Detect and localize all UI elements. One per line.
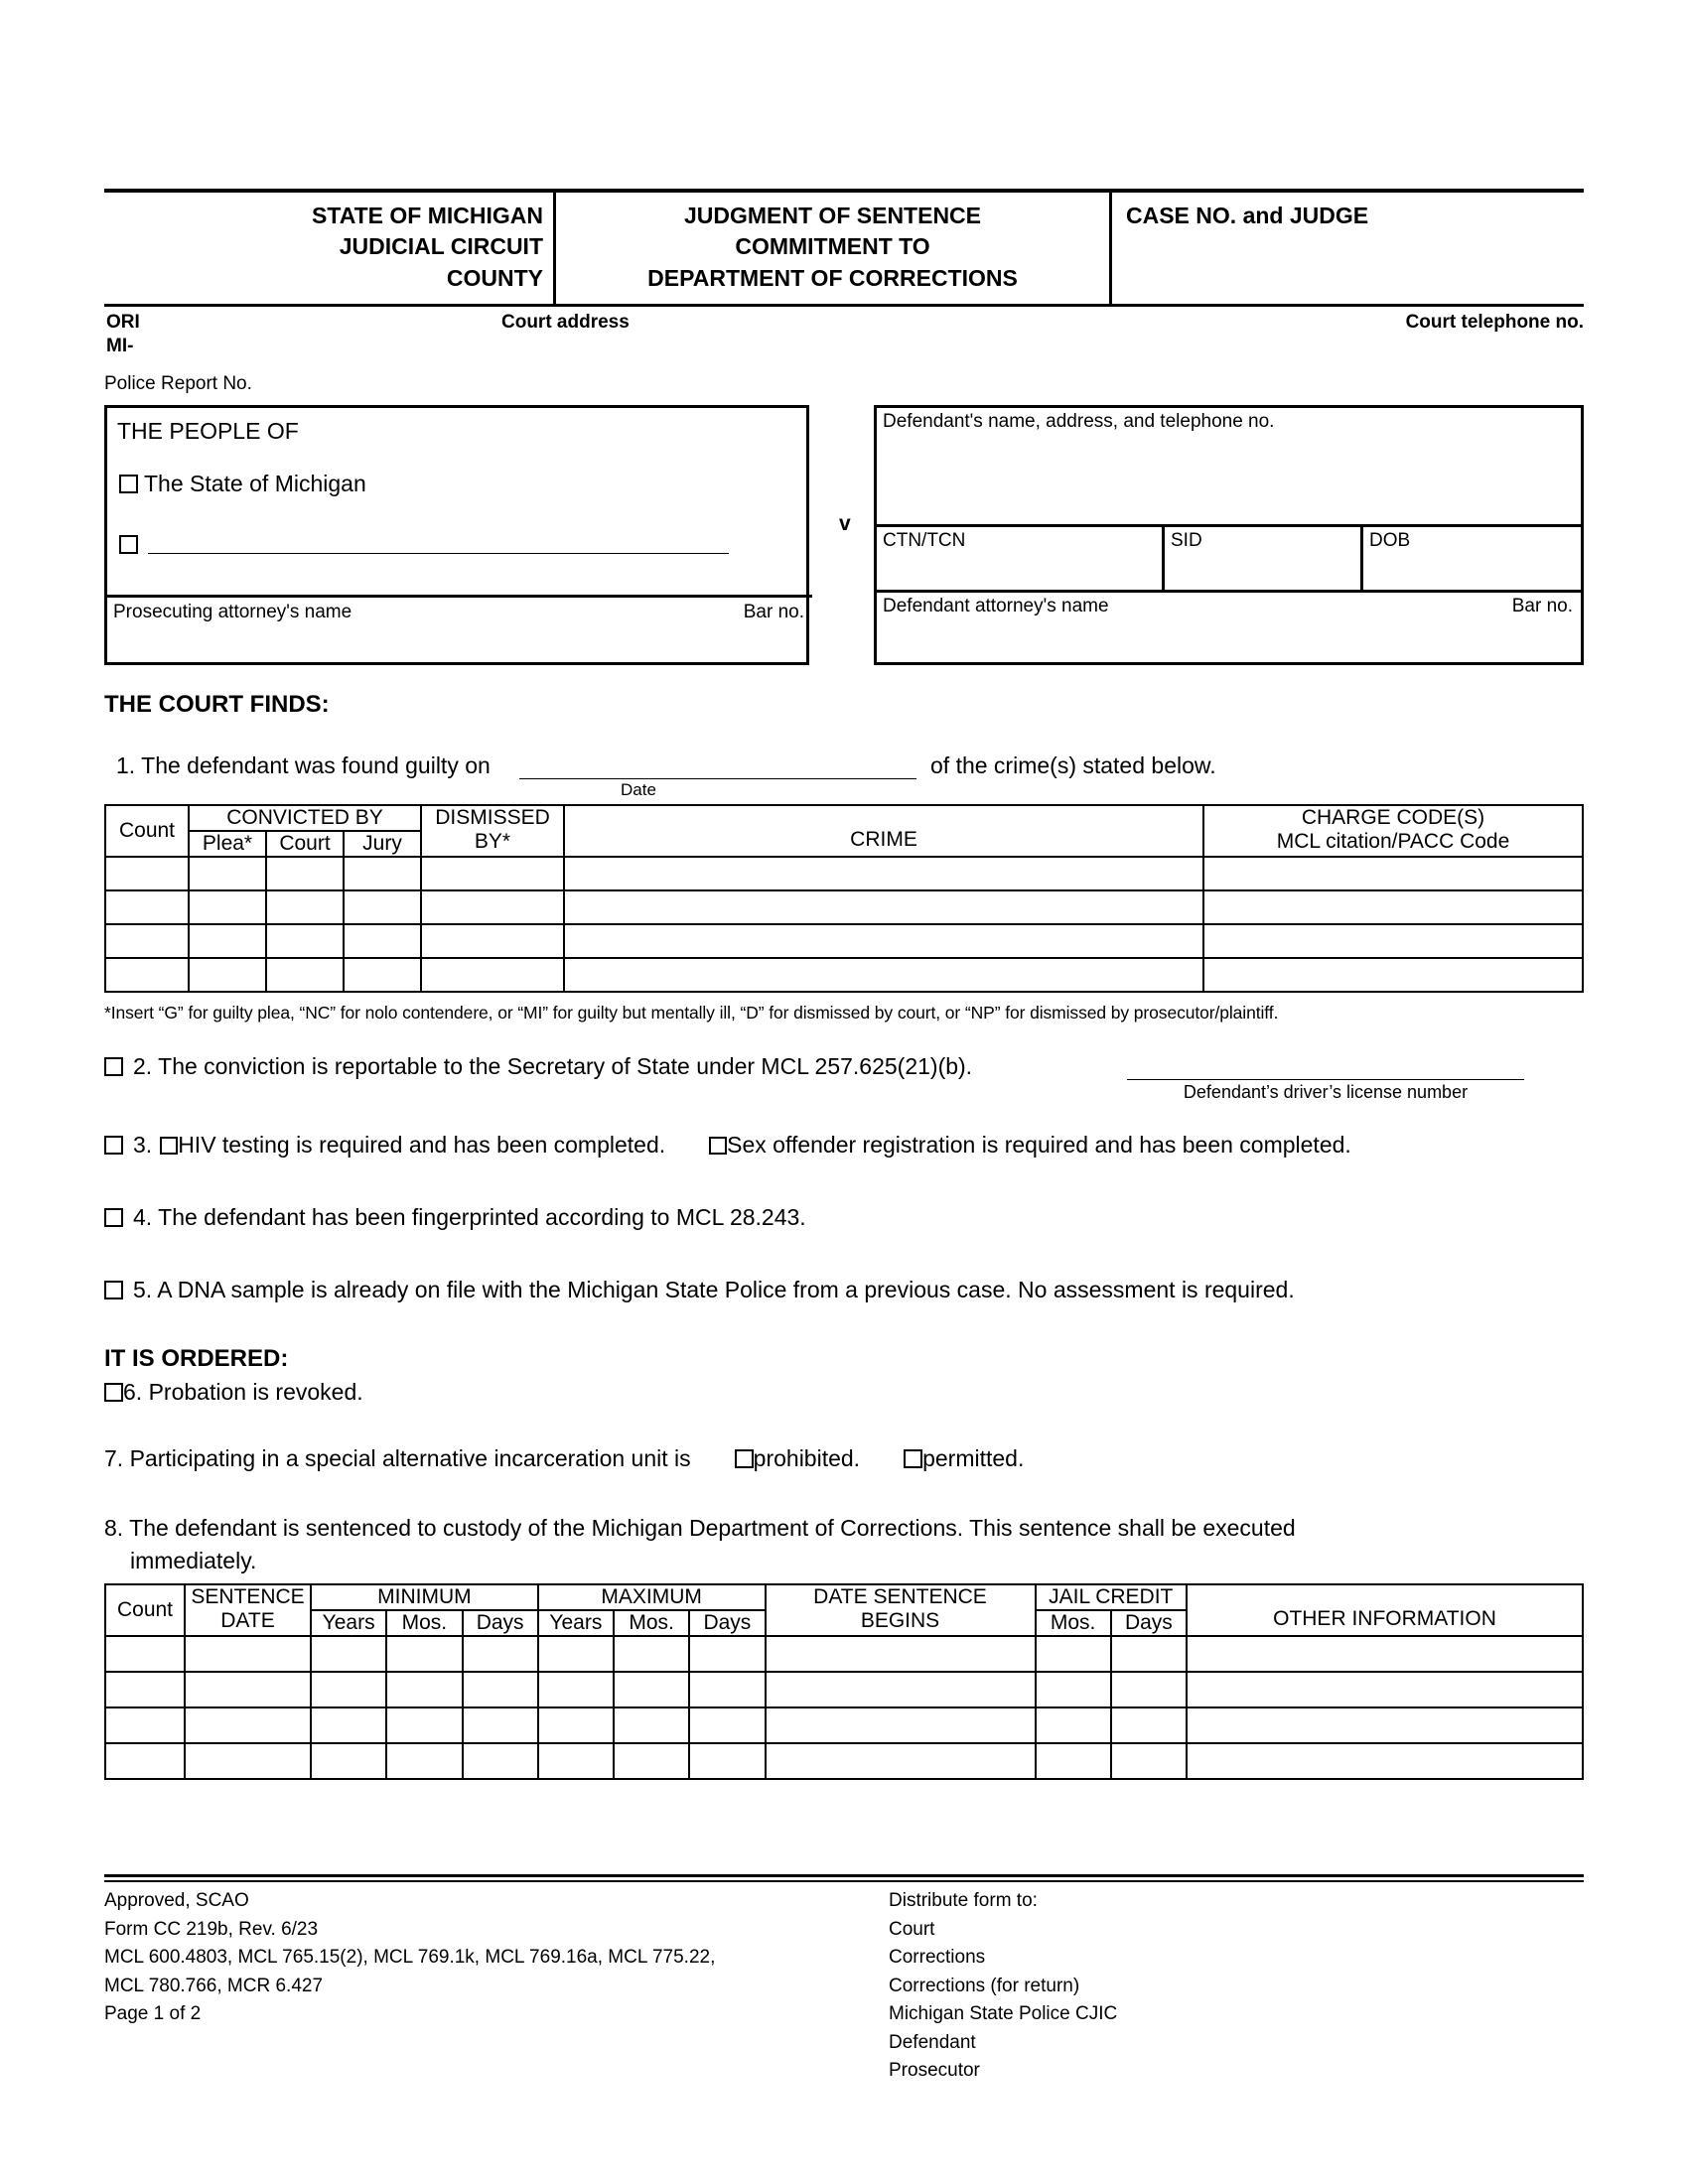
ori-value: MI- <box>106 335 134 356</box>
checkbox-prohibited[interactable] <box>735 1449 754 1468</box>
sentence-cell-min-days[interactable] <box>463 1743 538 1779</box>
item-1-suffix-text: of the crime(s) stated below. <box>930 751 1216 778</box>
crime-table-row[interactable] <box>105 958 1583 992</box>
sentence-cell-max-years[interactable] <box>538 1743 614 1779</box>
sentence-table-row[interactable] <box>105 1743 1583 1779</box>
checkbox-item-6[interactable] <box>104 1383 123 1402</box>
sentence-cell-jail-mos[interactable] <box>1036 1743 1111 1779</box>
date-begins-line-1: DATE SENTENCE <box>813 1585 987 1609</box>
footer-form-number: Form CC 219b, Rev. 6/23 <box>104 1918 319 1940</box>
defendant-attorney-bar-no-label: Bar no. <box>1511 595 1573 616</box>
defendant-attorney-row <box>877 593 1581 617</box>
form-title-line-1: JUDGMENT OF SENTENCE <box>683 203 982 228</box>
ordered-item-7[interactable] <box>104 1445 1584 1472</box>
checkbox-state-of-michigan[interactable] <box>119 475 138 493</box>
date-begins-line-2: BEGINS <box>860 1609 940 1633</box>
sentence-header-max-mos: Mos. <box>614 1610 689 1636</box>
sentence-table <box>104 1583 1584 1780</box>
sentence-header-max-days: Days <box>689 1610 765 1636</box>
sentence-header-sentence-date <box>185 1584 311 1636</box>
sentence-cell-max-days[interactable] <box>689 1707 765 1743</box>
ori-label: ORI <box>106 311 140 333</box>
crime-table-header-row-1 <box>105 805 1583 831</box>
sentence-cell-jail-mos[interactable] <box>1036 1672 1111 1707</box>
finding-item-4[interactable] <box>104 1204 1584 1231</box>
sentence-cell-jail-days[interactable] <box>1111 1743 1187 1779</box>
sentence-cell-max-mos[interactable] <box>614 1707 689 1743</box>
sentence-cell-min-years[interactable] <box>311 1672 386 1707</box>
sentence-cell-other[interactable] <box>1187 1743 1583 1779</box>
drivers-license-field[interactable] <box>1127 1055 1524 1103</box>
state-of-michigan-label: STATE OF MICHIGAN <box>312 203 543 228</box>
the-people-of-label: THE PEOPLE OF <box>117 417 299 444</box>
versus-label: v <box>839 511 851 535</box>
crime-cell-plea[interactable] <box>189 890 266 924</box>
sentence-header-maximum: MAXIMUM <box>538 1584 766 1610</box>
crime-table-footnote: *Insert “G” for guilty plea, “NC” for nolo contendere, or “MI” for guilty but mentally ill, “D” for dismissed by court, or “NP” for dismissed by prosecutor/plaintiff. <box>104 1002 1279 1023</box>
crime-cell-crime[interactable] <box>564 924 1203 958</box>
sentence-header-count: Count <box>105 1584 185 1636</box>
defendant-info-label: Defendant's name, address, and telephone no. <box>877 408 1581 527</box>
distribute-item: Prosecutor <box>889 2060 980 2081</box>
finding-item-5[interactable] <box>104 1277 1584 1303</box>
it-is-ordered-heading: IT IS ORDERED: <box>104 1344 289 1372</box>
defendant-identifiers-row <box>877 527 1581 593</box>
checkbox-sex-offender-registration[interactable] <box>709 1137 727 1155</box>
footer-form-meta <box>104 1887 889 2086</box>
item-8-line-2: immediately. <box>130 1548 257 1574</box>
sentence-cell-count[interactable] <box>105 1743 185 1779</box>
dismissed-by-line-1: DISMISSED <box>435 805 550 829</box>
crime-cell-dismissed[interactable] <box>421 857 564 890</box>
crime-cell-count[interactable] <box>105 857 189 890</box>
crime-cell-dismissed[interactable] <box>421 890 564 924</box>
ori-row <box>104 310 1584 371</box>
plaintiff-box <box>104 405 809 665</box>
drivers-license-caption: Defendant’s driver’s license number <box>1183 1081 1469 1102</box>
header-court-identity <box>104 193 556 304</box>
sentence-cell-max-mos[interactable] <box>614 1636 689 1672</box>
plaintiff-other-option[interactable] <box>107 497 806 554</box>
crime-header-dismissed-by <box>421 805 564 857</box>
prosecuting-attorney-label: Prosecuting attorney's name <box>113 601 352 622</box>
crime-cell-crime[interactable] <box>564 857 1203 890</box>
dismissed-by-line-2: BY* <box>474 829 511 853</box>
form-title-line-2: COMMITMENT TO <box>735 233 930 260</box>
sentence-cell-min-mos[interactable] <box>386 1636 462 1672</box>
crime-cell-jury[interactable] <box>344 890 421 924</box>
sentence-cell-max-days[interactable] <box>689 1672 765 1707</box>
sentence-cell-jail-days[interactable] <box>1111 1707 1187 1743</box>
sentence-cell-min-days[interactable] <box>463 1672 538 1707</box>
sentence-cell-count[interactable] <box>105 1707 185 1743</box>
dob-label: DOB <box>1369 529 1411 551</box>
checkbox-hiv-testing[interactable] <box>160 1137 178 1155</box>
sentence-cell-min-years[interactable] <box>311 1743 386 1779</box>
sentence-header-date-begins <box>766 1584 1036 1636</box>
distribute-item: Michigan State Police CJIC <box>889 2003 1118 2024</box>
form-header-box <box>104 189 1584 307</box>
court-address-label: Court address <box>501 311 630 333</box>
finding-item-1 <box>104 752 1584 798</box>
sentence-header-jail-days: Days <box>1111 1610 1187 1636</box>
sentence-date-line-2: DATE <box>220 1609 275 1633</box>
finding-item-2[interactable] <box>104 1052 1584 1102</box>
finding-item-3[interactable] <box>104 1132 1584 1159</box>
crime-header-plea: Plea* <box>189 831 266 857</box>
police-report-no-label: Police Report No. <box>104 372 252 394</box>
sentence-cell-min-mos[interactable] <box>386 1743 462 1779</box>
crime-header-court: Court <box>266 831 344 857</box>
sentence-header-minimum: MINIMUM <box>311 1584 538 1610</box>
crime-cell-plea[interactable] <box>189 924 266 958</box>
crime-table <box>104 804 1584 993</box>
sentence-cell-other[interactable] <box>1187 1672 1583 1707</box>
form-footer <box>104 1874 1584 2086</box>
item-3-sor-text: Sex offender registration is required and has been completed. <box>727 1131 1351 1158</box>
defendant-box <box>874 405 1584 665</box>
crime-header-charge-codes <box>1203 805 1583 857</box>
sentence-cell-max-years[interactable] <box>538 1707 614 1743</box>
distribute-item: Corrections <box>889 1947 986 1968</box>
crime-cell-crime[interactable] <box>564 958 1203 992</box>
crime-cell-charge-code[interactable] <box>1203 890 1583 924</box>
sentence-cell-count[interactable] <box>105 1672 185 1707</box>
sentence-cell-min-years[interactable] <box>311 1707 386 1743</box>
sentence-header-min-mos: Mos. <box>386 1610 462 1636</box>
parties-section <box>104 405 1584 665</box>
footer-divider <box>104 1874 1584 1882</box>
footer-citations-line-2: MCL 780.766, MCR 6.427 <box>104 1975 324 1996</box>
sentence-cell-min-mos[interactable] <box>386 1672 462 1707</box>
crime-table-row[interactable] <box>105 857 1583 890</box>
crime-cell-plea[interactable] <box>189 958 266 992</box>
footer-page-number: Page 1 of 2 <box>104 2003 202 2024</box>
crime-header-convicted-by: CONVICTED BY <box>189 805 421 831</box>
sentence-cell-count[interactable] <box>105 1636 185 1672</box>
sentence-cell-other[interactable] <box>1187 1707 1583 1743</box>
sentence-cell-jail-days[interactable] <box>1111 1636 1187 1672</box>
sentence-table-row[interactable] <box>105 1707 1583 1743</box>
sentence-cell-date[interactable] <box>185 1743 311 1779</box>
item-7-prohibited-label: prohibited. <box>753 1444 861 1471</box>
charge-codes-line-2: MCL citation/PACC Code <box>1276 829 1510 853</box>
sentence-cell-date-begins[interactable] <box>766 1743 1036 1779</box>
sentence-cell-max-days[interactable] <box>689 1743 765 1779</box>
item-1-date-input-line[interactable] <box>519 778 916 779</box>
sentence-cell-min-mos[interactable] <box>386 1707 462 1743</box>
crime-cell-court[interactable] <box>266 924 344 958</box>
sentence-header-jail-credit: JAIL CREDIT <box>1036 1584 1188 1610</box>
crime-cell-charge-code[interactable] <box>1203 924 1583 958</box>
sentence-header-other-information: OTHER INFORMATION <box>1187 1584 1583 1636</box>
checkbox-item-3[interactable] <box>104 1136 123 1155</box>
footer-distribution <box>889 1887 1584 2086</box>
sentence-table-header-row-1 <box>105 1584 1583 1610</box>
item-7-permitted-label: permitted. <box>922 1444 1025 1471</box>
crime-cell-jury[interactable] <box>344 958 421 992</box>
charge-codes-line-1: CHARGE CODE(S) <box>1301 805 1485 829</box>
sentence-header-jail-mos: Mos. <box>1036 1610 1111 1636</box>
sentence-cell-date[interactable] <box>185 1707 311 1743</box>
court-telephone-label: Court telephone no. <box>1405 311 1584 333</box>
crime-header-crime: CRIME <box>564 805 1203 857</box>
crime-cell-count[interactable] <box>105 890 189 924</box>
header-case-no-judge <box>1112 193 1584 304</box>
checkbox-item-5[interactable] <box>104 1281 123 1299</box>
sid-label: SID <box>1165 527 1363 590</box>
sentence-cell-min-days[interactable] <box>463 1707 538 1743</box>
prosecuting-attorney-bar-no-label: Bar no. <box>743 601 804 622</box>
sentence-cell-date[interactable] <box>185 1636 311 1672</box>
distribute-form-to-heading: Distribute form to: <box>889 1890 1038 1911</box>
sentence-cell-max-mos[interactable] <box>614 1743 689 1779</box>
sentence-table-row[interactable] <box>105 1636 1583 1672</box>
other-plaintiff-input-line[interactable] <box>148 531 729 554</box>
footer-citations-line-1: MCL 600.4803, MCL 765.15(2), MCL 769.1k, MCL 769.16a, MCL 775.22, <box>104 1947 716 1968</box>
sentence-cell-jail-days[interactable] <box>1111 1672 1187 1707</box>
defendant-attorney-label: Defendant attorney's name <box>883 595 1109 616</box>
sentence-table-row[interactable] <box>105 1672 1583 1707</box>
item-6-text: 6. Probation is revoked. <box>123 1378 363 1405</box>
sentence-header-min-years: Years <box>311 1610 386 1636</box>
crime-cell-charge-code[interactable] <box>1203 857 1583 890</box>
sentence-cell-max-mos[interactable] <box>614 1672 689 1707</box>
state-of-michigan-option-label: The State of Michigan <box>144 470 366 496</box>
distribute-item: Defendant <box>889 2031 976 2053</box>
item-4-text: 4. The defendant has been fingerprinted according to MCL 28.243. <box>133 1203 806 1230</box>
form-sheet <box>104 189 1584 1780</box>
crime-cell-count[interactable] <box>105 924 189 958</box>
crime-cell-crime[interactable] <box>564 890 1203 924</box>
item-3-hiv-text: HIV testing is required and has been completed. <box>178 1131 666 1158</box>
crime-cell-jury[interactable] <box>344 857 421 890</box>
sentence-cell-max-years[interactable] <box>538 1636 614 1672</box>
header-form-title <box>556 193 1112 304</box>
sentence-cell-other[interactable] <box>1187 1636 1583 1672</box>
county-label: COUNTY <box>446 264 543 291</box>
crime-cell-charge-code[interactable] <box>1203 958 1583 992</box>
sentence-cell-min-years[interactable] <box>311 1636 386 1672</box>
checkbox-other-plaintiff[interactable] <box>119 535 138 554</box>
crime-header-count: Count <box>105 805 189 857</box>
crime-cell-dismissed[interactable] <box>421 924 564 958</box>
item-7-text: 7. Participating in a special alternative incarceration unit is <box>104 1444 691 1471</box>
distribute-item: Corrections (for return) <box>889 1975 1080 1996</box>
item-1-date-caption: Date <box>621 779 656 799</box>
sentence-cell-date-begins[interactable] <box>766 1672 1036 1707</box>
sentence-cell-jail-mos[interactable] <box>1036 1636 1111 1672</box>
sentence-cell-date-begins[interactable] <box>766 1636 1036 1672</box>
prosecuting-attorney-box <box>107 595 812 662</box>
sentence-header-min-days: Days <box>463 1610 538 1636</box>
ordered-item-8 <box>104 1512 1584 1578</box>
distribute-item: Court <box>889 1918 935 1940</box>
judicial-circuit-label: JUDICIAL CIRCUIT <box>339 233 543 260</box>
item-5-text: 5. A DNA sample is already on file with the Michigan State Police from a previous case. No assessment is required. <box>133 1276 1295 1302</box>
item-1-prefix-text: 1. The defendant was found guilty on <box>116 751 491 778</box>
crime-cell-court[interactable] <box>266 958 344 992</box>
sentence-date-line-1: SENTENCE <box>191 1585 305 1609</box>
crime-cell-count[interactable] <box>105 958 189 992</box>
crime-cell-dismissed[interactable] <box>421 958 564 992</box>
checkbox-item-2[interactable] <box>104 1057 123 1076</box>
checkbox-permitted[interactable] <box>904 1449 922 1468</box>
sentence-cell-date[interactable] <box>185 1672 311 1707</box>
crime-table-row[interactable] <box>105 924 1583 958</box>
footer-approved-scao: Approved, SCAO <box>104 1890 249 1911</box>
crime-cell-jury[interactable] <box>344 924 421 958</box>
drivers-license-input-line[interactable] <box>1127 1055 1524 1080</box>
sentence-cell-max-days[interactable] <box>689 1636 765 1672</box>
sentence-cell-max-years[interactable] <box>538 1672 614 1707</box>
plaintiff-state-option[interactable] <box>107 445 806 497</box>
the-court-finds-heading: THE COURT FINDS: <box>104 690 330 718</box>
item-2-text: 2. The conviction is reportable to the Secretary of State under MCL 257.625(21)(b). <box>133 1052 973 1079</box>
item-8-line-1: 8. The defendant is sentenced to custody of the Michigan Department of Corrections. This sentence shall be executed <box>104 1514 1296 1541</box>
ordered-item-6[interactable] <box>104 1379 1584 1406</box>
sentence-cell-date-begins[interactable] <box>766 1707 1036 1743</box>
crime-table-row[interactable] <box>105 890 1583 924</box>
sentence-cell-jail-mos[interactable] <box>1036 1707 1111 1743</box>
checkbox-item-4[interactable] <box>104 1208 123 1227</box>
sentence-header-max-years: Years <box>538 1610 614 1636</box>
sentence-cell-min-days[interactable] <box>463 1636 538 1672</box>
crime-cell-plea[interactable] <box>189 857 266 890</box>
case-no-and-judge-label: CASE NO. and JUDGE <box>1126 203 1369 228</box>
ctn-tcn-label: CTN/TCN <box>877 527 1165 590</box>
form-title-line-3: DEPARTMENT OF CORRECTIONS <box>647 264 1018 291</box>
item-3-number: 3. <box>133 1131 153 1158</box>
crime-header-jury: Jury <box>344 831 421 857</box>
crime-cell-court[interactable] <box>266 857 344 890</box>
crime-cell-court[interactable] <box>266 890 344 924</box>
